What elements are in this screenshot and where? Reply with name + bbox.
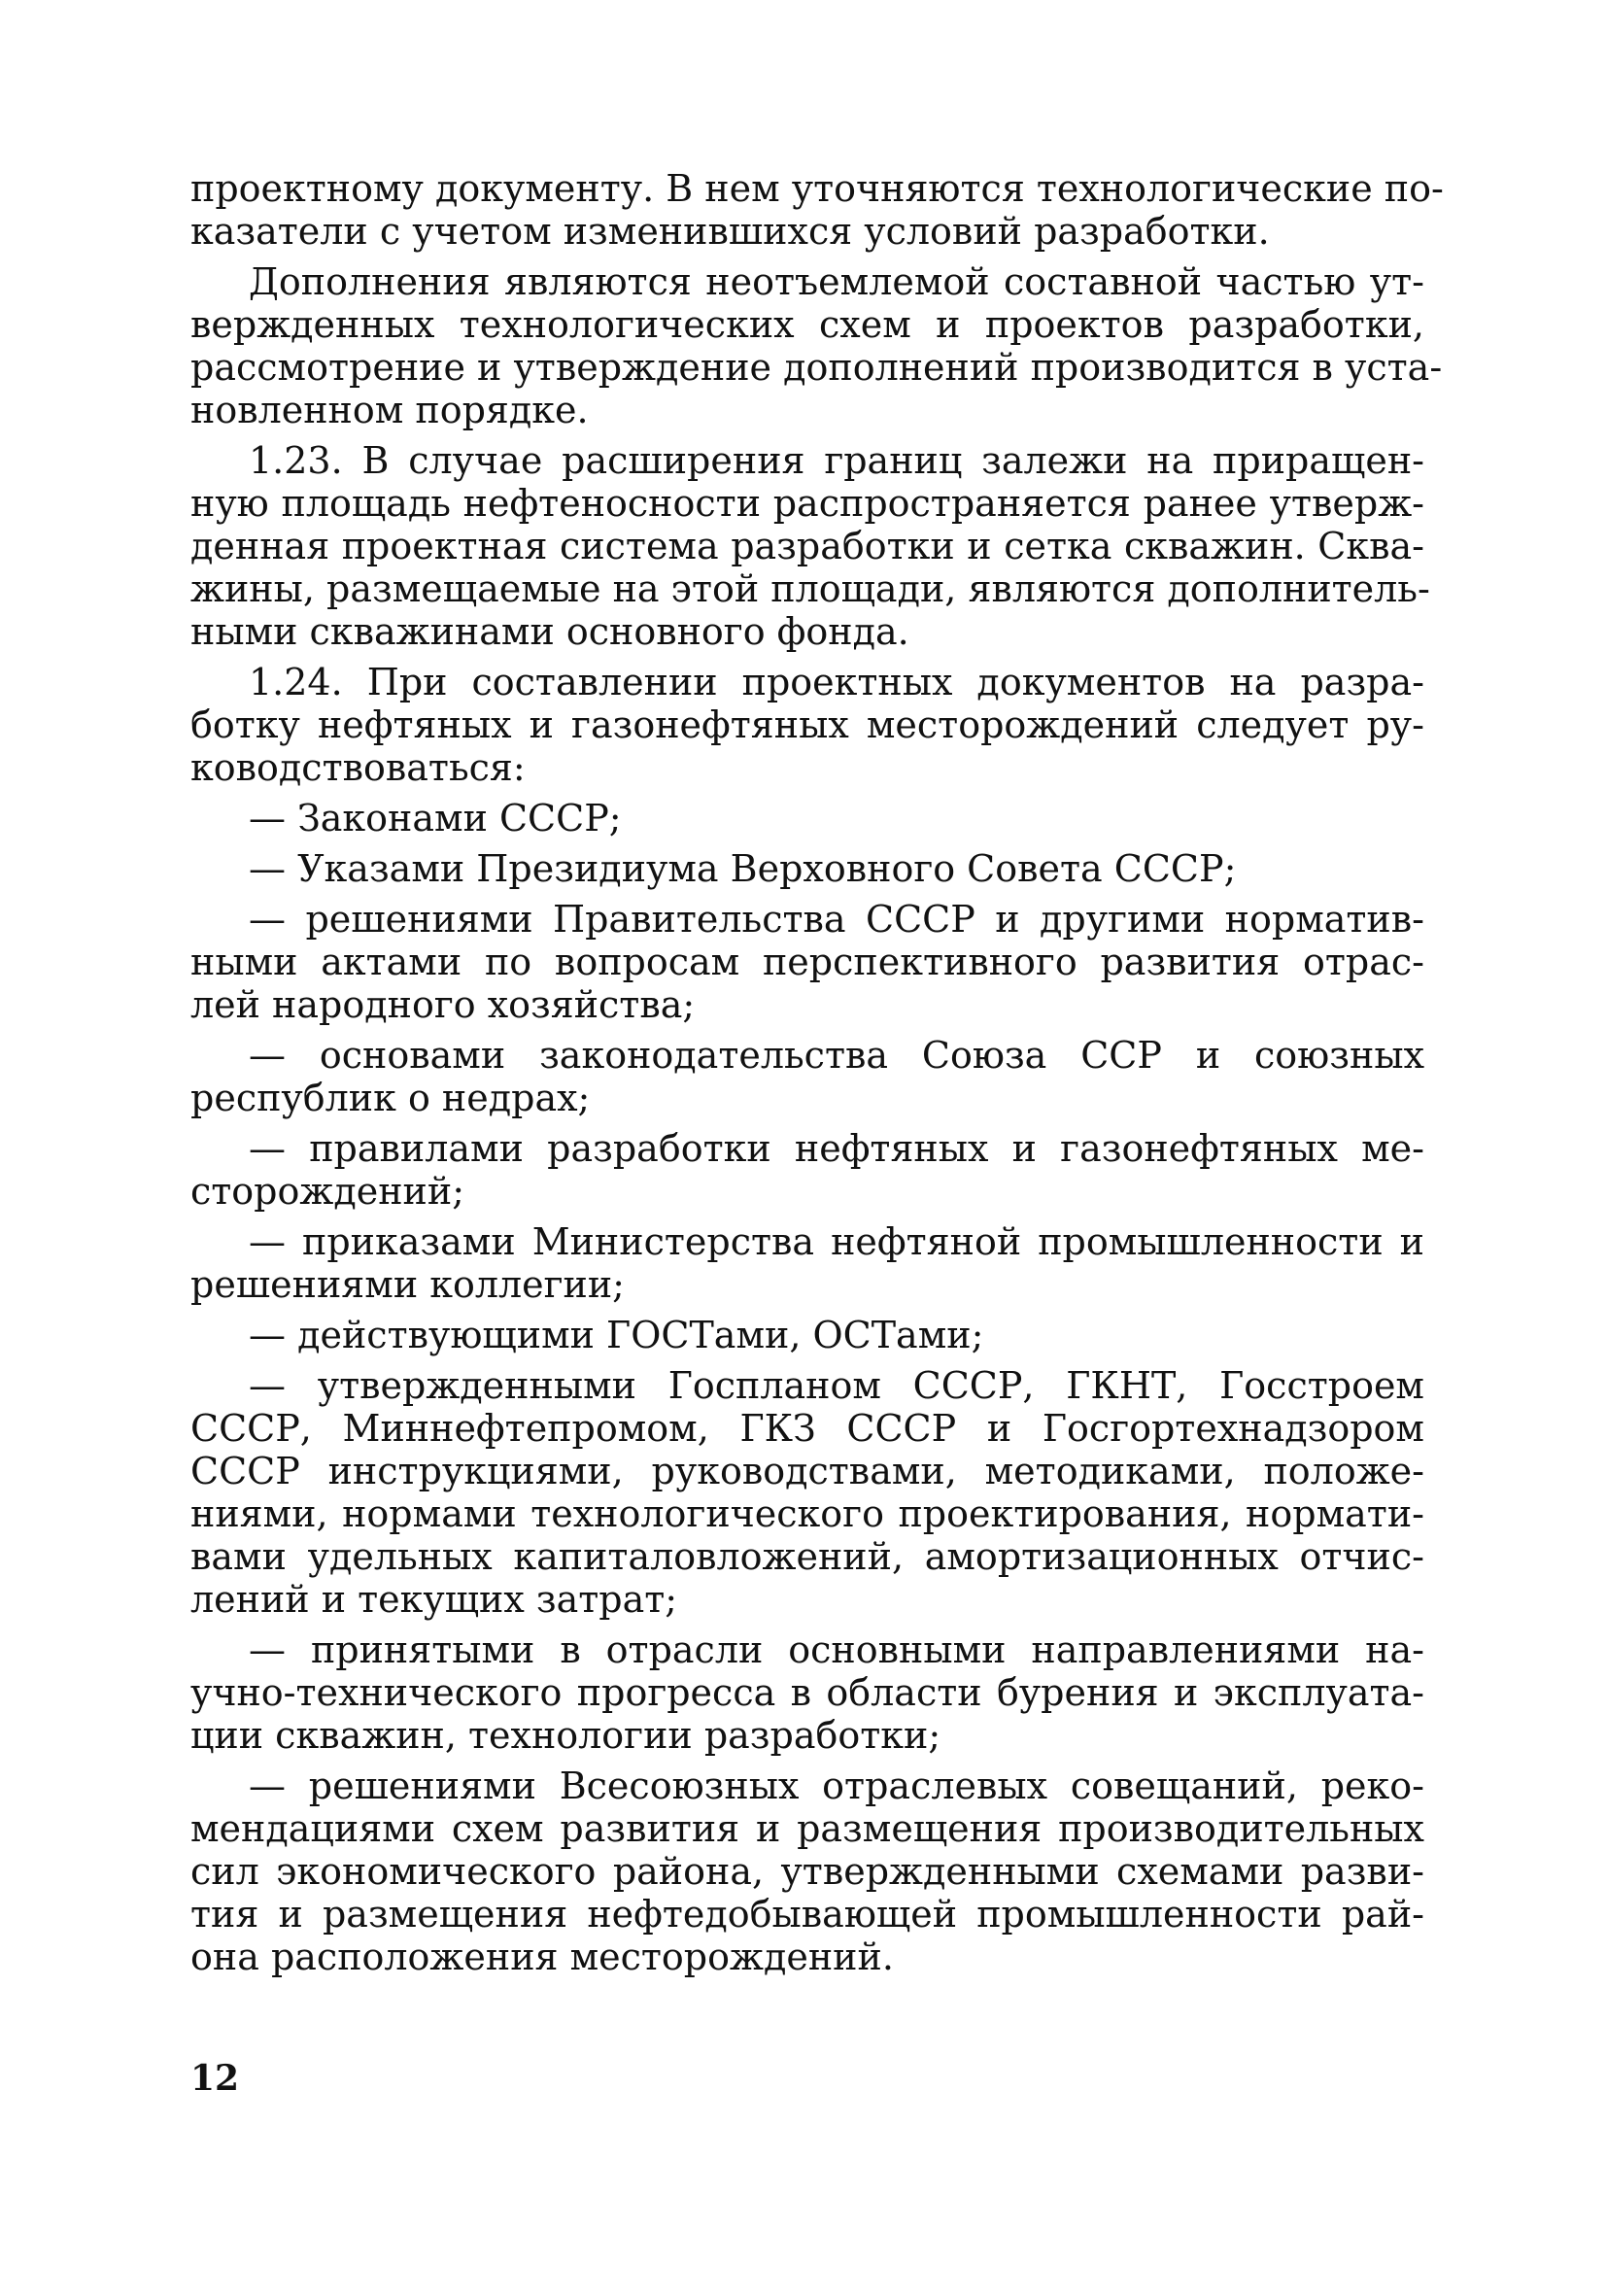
- text-line: 1.24. При составлении проектных документов на разра-: [249, 661, 1424, 703]
- text-line: проектному документу. В нем уточняются технологические по-: [190, 167, 1444, 210]
- text-line: денная проектная система разработки и сетка скважин. Сква-: [190, 525, 1424, 567]
- text-line: вами удельных капиталовложений, амортизационных отчис-: [190, 1535, 1424, 1578]
- text-line: она расположения месторождений.: [190, 1936, 894, 1978]
- text-line: — Законами СССР;: [249, 797, 622, 840]
- text-line: Дополнения являются неотъемлемой составной частью ут-: [249, 260, 1424, 303]
- text-line: СССР инструкциями, руководствами, методиками, положе-: [190, 1450, 1424, 1492]
- paragraph: [190, 1628, 1424, 1757]
- paragraph: [190, 661, 1424, 789]
- paragraph: [190, 167, 1444, 253]
- text-line: рассмотрение и утверждение дополнений производится в уста-: [190, 346, 1443, 389]
- paragraph: [190, 1034, 1424, 1119]
- text-line: 1.23. В случае расширения границ залежи на приращен-: [249, 439, 1424, 482]
- text-line: сторождений;: [190, 1170, 465, 1213]
- paragraph: [190, 898, 1424, 1026]
- text-line: лений и текущих затрат;: [190, 1578, 678, 1621]
- text-line: новленном порядке.: [190, 389, 589, 431]
- text-line: — принятыми в отрасли основными направлениями на-: [249, 1628, 1424, 1671]
- text-line: ными актами по вопросам перспективного развития отрас-: [190, 941, 1424, 983]
- paragraph: [190, 847, 1424, 890]
- text-line: ниями, нормами технологического проектирования, нормати-: [190, 1492, 1424, 1535]
- text-line: тия и размещения нефтедобывающей промышленности рай-: [190, 1893, 1424, 1936]
- text-line: ководствоваться:: [190, 746, 526, 789]
- text-line: вержденных технологических схем и проектов разработки,: [190, 303, 1424, 346]
- text-line: сил экономического района, утвержденными схемами разви-: [190, 1850, 1424, 1893]
- text-line: лей народного хозяйства;: [190, 983, 696, 1026]
- text-line: жины, размещаемые на этой площади, являются дополнитель-: [190, 567, 1430, 610]
- paragraph: [190, 1314, 1424, 1356]
- text-line: ными скважинами основного фонда.: [190, 610, 909, 653]
- text-line: республик о недрах;: [190, 1077, 591, 1119]
- paragraph: [190, 1765, 1424, 1978]
- page-number: 12: [190, 2058, 240, 2099]
- text-line: ботку нефтяных и газонефтяных месторождений следует ру-: [190, 703, 1424, 746]
- text-line: — действующими ГОСТами, ОСТами;: [249, 1314, 984, 1356]
- text-line: казатели с учетом изменившихся условий разработки.: [190, 210, 1270, 253]
- text-line: ции скважин, технологии разработки;: [190, 1714, 941, 1757]
- text-line: мендациями схем развития и размещения производительных: [190, 1807, 1424, 1850]
- paragraph: [190, 1220, 1424, 1306]
- text-line: ную площадь нефтеносности распространяется ранее утверж-: [190, 482, 1424, 525]
- text-line: — решениями Всесоюзных отраслевых совещаний, реко-: [249, 1765, 1424, 1807]
- paragraph: [190, 1364, 1424, 1621]
- text-line: — приказами Министерства нефтяной промышленности и: [249, 1220, 1424, 1263]
- paragraph: [190, 1127, 1424, 1213]
- text-line: решениями коллегии;: [190, 1263, 625, 1306]
- paragraph: [190, 797, 1424, 840]
- paragraph: [190, 439, 1430, 653]
- text-line: — решениями Правительства СССР и другими норматив-: [249, 898, 1424, 941]
- text-line: — утвержденными Госпланом СССР, ГКНТ, Госстроем: [249, 1364, 1424, 1407]
- page-body: [190, 167, 1444, 1986]
- paragraph: [190, 260, 1443, 431]
- text-line: — правилами разработки нефтяных и газонефтяных ме-: [249, 1127, 1424, 1170]
- text-line: учно-технического прогресса в области бурения и эксплуата-: [190, 1671, 1424, 1714]
- text-line: СССР, Миннефтепромом, ГКЗ СССР и Госгортехнадзором: [190, 1407, 1424, 1450]
- text-line: — Указами Президиума Верховного Совета СССР;: [249, 847, 1237, 890]
- text-line: — основами законодательства Союза ССР и союзных: [249, 1034, 1424, 1077]
